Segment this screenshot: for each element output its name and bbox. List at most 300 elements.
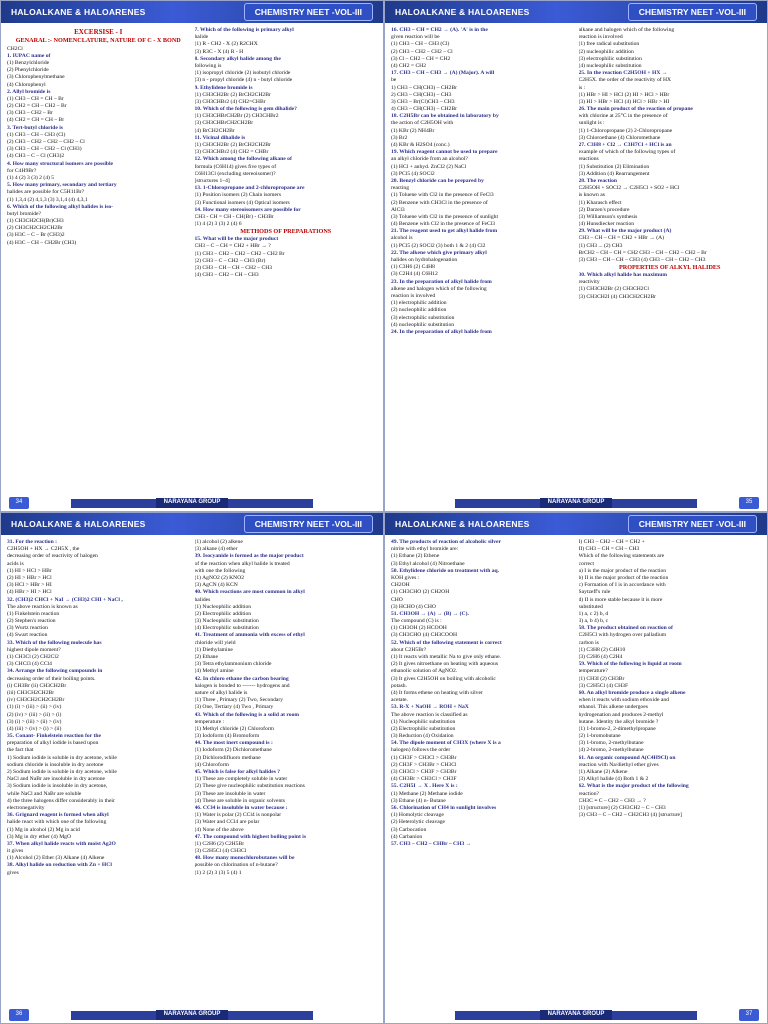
option-text: (1) free radical substitution xyxy=(578,41,640,48)
page-header xyxy=(385,513,767,535)
option-text: (3) Toluene with Cl2 in the presence of sunlight xyxy=(391,213,499,220)
text-column xyxy=(7,27,190,491)
option-text: (4) 2-bromo, 2-methylbutane xyxy=(578,747,644,754)
option-text: halide xyxy=(194,34,209,41)
option-text: (4) BrCH2CH2Br xyxy=(194,127,235,134)
option-text: be xyxy=(391,77,397,84)
option-text: [structures 1–4] xyxy=(194,177,230,184)
option-text: example of which of the following types of xyxy=(578,149,676,156)
option-text: (3) CH3 – CH – CH – CH3 (4) CH3 – CH – CH2 – CH3 xyxy=(578,257,706,263)
option-text: (4) CH3 – CH2 – CH – CH3 xyxy=(194,272,259,279)
option-text: (4) Chloroform xyxy=(194,761,229,768)
option-text: d) II is more stable because it is more xyxy=(578,596,663,603)
option-text: ethanolic solution of AgNO2. xyxy=(391,668,458,675)
option-text: (3) Alkyl halide (4) Both 1 & 2 xyxy=(578,776,649,783)
option-text: (1) CH3 – CH – CH3 (Cl) xyxy=(7,131,66,138)
option-text: (iv) CH3CH2CH2CH2Br xyxy=(7,697,65,704)
question-text: 7. Which of the following is primary alkyl xyxy=(194,27,294,33)
option-text: ethanol. This alkene undergoes xyxy=(578,704,648,711)
option-text: (3) C2H5Cl (4) CH3F xyxy=(578,682,629,689)
option-text: reaction is involved xyxy=(578,34,623,41)
option-text: (1) CH3 ... (2) CH3 xyxy=(578,242,623,249)
question-text: 48. How many monochlorobutanes will be xyxy=(194,855,295,862)
option-text: (3) CH3Cl > CH3F > CH3Br xyxy=(391,769,457,775)
section-heading: PROPERTIES OF ALKYL HALIDES xyxy=(619,264,721,272)
option-text: (2) Electrophilic substitution xyxy=(391,725,456,732)
option-text: (1) It reacts with metallic Na to give only ethane. xyxy=(391,654,501,660)
option-text: (2) It gives nitroethane on heating with aqueous xyxy=(391,661,499,668)
option-text: decreasing order of their boiling points. xyxy=(7,675,96,682)
option-text: (1) 4 (2) 3 (3) 2 (4) 5 xyxy=(7,174,55,181)
option-text: (1) Methane (2) Methane iodide xyxy=(391,790,463,797)
option-text: (1) alcohol (2) alkene xyxy=(194,539,243,545)
question-text: 14. How many stereoisomers are possible for xyxy=(194,206,301,213)
option-text: halides on hydrohalogenation xyxy=(391,257,458,263)
option-text: (4) It forms ethene on heating with silver xyxy=(391,689,483,696)
option-text: (1) HI > HCl > HBr xyxy=(7,567,52,574)
option-text: temperature? xyxy=(578,668,608,675)
option-text: 3) a, b 4) b, c xyxy=(578,618,609,625)
question-text: 33. Which of the following molecule has xyxy=(7,639,102,646)
option-text: nitrite with ethyl bromide are: xyxy=(391,546,459,553)
header-right-title: CHEMISTRY NEET -VOL-III xyxy=(628,515,757,533)
option-text: (3) PCl5 (4) SOCl2 xyxy=(391,170,435,177)
option-text: (3) (i) > (iii) > (ii) > (iv) xyxy=(7,718,62,725)
page-body xyxy=(391,27,761,491)
option-text: (3) electrophilic substitution xyxy=(578,55,642,62)
option-text: (2) (iv) > (iii) > (ii) > (i) xyxy=(7,711,62,718)
option-text: halogen is bonded to ------- hydrogens and xyxy=(194,682,290,689)
question-text: 12. Which among the following alkane of xyxy=(194,156,292,163)
question-text: 60. An alkyl bromide produce a single alkene xyxy=(578,689,686,696)
header-left-title: HALOALKANE & HALOARENES xyxy=(395,518,530,529)
page-footer xyxy=(385,1007,767,1023)
option-text: c) Formation of I is in accordance with xyxy=(578,582,666,589)
option-text: (2) These give nucleophilic substitution reactions xyxy=(194,783,305,790)
option-text: CH3C ≡ C – CH2 – CH3 → ? xyxy=(578,797,646,804)
option-text: (1) CH3CHO (2) CH2OH xyxy=(391,589,450,596)
option-text: (1) CH3OH (2) HCOOH xyxy=(391,625,447,632)
option-text: CH2OH xyxy=(391,582,410,589)
option-text: (4) Benzene with Cl2 in the presence of FeCl3 xyxy=(391,221,496,228)
option-text: halogen) follows the order xyxy=(391,747,451,754)
question-text: 37. When alkyl halide reacts with moist Ag2O xyxy=(7,840,116,847)
option-text: (4) CH3 – C – Cl (CH3)2 xyxy=(7,153,65,160)
option-text: BrCH2 – CH – CH = CH2 CH3 – CH – CH2 – CH2 – Br xyxy=(578,249,707,256)
option-text: (1) Kharasch effect xyxy=(578,199,622,206)
option-text: (2) Ethane xyxy=(194,654,218,660)
option-text: (1) CH3CH2CH(Br)CH3 xyxy=(7,218,64,225)
option-text: (3) Chlorophenylmethane xyxy=(7,74,65,81)
option-text: (3) It gives C2H5OH on boiling with alcoholic xyxy=(391,675,496,682)
page-36 xyxy=(0,512,384,1024)
option-text: (4) KBr & H2SO4 (conc.) xyxy=(391,142,450,148)
option-text: (4) (iii) > (iv) > (i) > (ii) xyxy=(7,725,62,732)
option-text: (3) Cl – CH2 – CH = CH2 xyxy=(391,55,451,62)
footer-label: NARAYANA GROUP xyxy=(540,1010,613,1019)
question-text: 16. CH3 – CH = CH2 → (A). 'A' is in the xyxy=(391,27,488,33)
option-text: nature of alkyl halide is xyxy=(194,689,248,696)
question-text: 49. The products of reaction of alcoholic silver xyxy=(391,539,502,545)
option-text: (1) Substitution (2) Elimination xyxy=(578,163,650,170)
option-text: (4) Hunsdiecker reaction xyxy=(578,221,635,228)
text-column xyxy=(7,539,190,1003)
option-text: (1) CH3Cl (2) CH2Cl2 xyxy=(7,654,59,660)
question-text: 35. Conant- Finkelstein reaction for the xyxy=(7,733,101,740)
question-text: 62. What is the major product of the following xyxy=(578,783,689,790)
footer-label: NARAYANA GROUP xyxy=(156,1010,229,1019)
option-text: (4) nucleophilic substitution xyxy=(578,62,642,69)
option-text: (4) CH2 = CH = CH – Br xyxy=(7,117,65,124)
option-text: (2) CH2 = CH – CH2 – Br xyxy=(7,103,67,110)
question-text: 40. Which reactions are most common in alkyl xyxy=(194,589,305,596)
option-text: (1) Iodoform (2) Dichloromethane xyxy=(194,747,272,754)
question-text: 46. CCl4 is insoluble in water because : xyxy=(194,804,288,811)
question-text: 38. Alkyl halide on reduction with Zn + HCl xyxy=(7,862,112,869)
option-text: (1) R - CH2 - X (2) R2CHX xyxy=(194,41,258,48)
option-text: 3) Sodium iodide is insoluble in dry acetone, xyxy=(7,783,108,790)
option-text: an alkyl chloride from an alcohol? xyxy=(391,156,468,163)
option-text: (3) One, Tertiary (4) Two , Primary xyxy=(194,704,274,711)
option-text: (3) Br2 xyxy=(391,134,408,141)
option-text: CH3 – CH – CH = CH2 + HBr → (A) xyxy=(578,235,665,242)
option-text: (2) CH3CH2CH2CH2Br xyxy=(7,225,63,232)
option-text: (2) Stephen's reaction xyxy=(7,618,56,625)
question-text: 45. Which is false for alkyl halides ? xyxy=(194,769,281,775)
option-text: for C4H9Br? xyxy=(7,167,37,174)
option-text: (3) Mg in dry ether (4) MgO xyxy=(7,833,72,840)
question-text: 61. An organic compound A(C4H9Cl) on xyxy=(578,754,676,761)
option-text: chloride will yield xyxy=(194,639,236,646)
option-text: (3) Wurtz reaction xyxy=(7,625,48,632)
option-text: (1) 4 (2) 3 (3) 2 (4) 6 xyxy=(194,221,242,228)
option-text: (2) CH3 – CH2 – CH2 – CH2 – Cl xyxy=(7,139,85,145)
question-text: 30. Which alkyl halide has maximum xyxy=(578,272,667,279)
option-text: (1) KBr (2) NH4Br xyxy=(391,127,435,134)
option-text: (3) CH3CHBr2 (4) CH2 = CHBr xyxy=(194,149,269,156)
question-text: 2. Allyl bromide is xyxy=(7,88,51,95)
question-text: 6. Which of the following alkyl halides is iso- xyxy=(7,203,114,210)
question-text: 28. The reaction xyxy=(578,177,617,184)
option-text: (3) Reduction (4) Oxidation xyxy=(391,733,454,740)
option-text: while NaCl and NaBr are soluble xyxy=(7,790,82,797)
option-text: formula (C6H14) gives five types of xyxy=(194,163,277,170)
option-text: 1) Sodium iodide is soluble in dry acetone, while xyxy=(7,754,117,761)
option-text: (1) Alcohol (2) Ether (3) Alkane (4) Alkene xyxy=(7,855,105,862)
option-text: AlCl3 xyxy=(391,206,405,213)
option-text: 2) CH3 – CH(CH3) – CH3 xyxy=(391,91,452,98)
option-text: (4) None of the above xyxy=(194,826,244,833)
question-text: 23. In the preparation of alkyl halide from xyxy=(391,278,492,285)
option-text: (1) PCl5 (2) SOCl2 (3) both 1 & 2 (4) Cl2 xyxy=(391,242,486,249)
option-text: reactions xyxy=(578,156,599,163)
section-subtitle: GENARAL :- NOMENCLATURE, NATURE OF C - X BOND xyxy=(15,37,181,45)
option-text: potash. xyxy=(391,682,408,689)
option-text: (1) Three , Primary (2) Two, Secondary xyxy=(194,697,284,704)
option-text: C2H5X. the order of the reactivity of HX xyxy=(578,77,672,84)
question-text: 36. Grignard reagent is formed when alkyl xyxy=(7,812,109,819)
option-text: The compound (C) is : xyxy=(391,618,442,625)
header-left-title: HALOALKANE & HALOARENES xyxy=(395,6,530,17)
option-text: (3) Ethyl alcohol (4) Nitroethane xyxy=(391,560,465,567)
option-text: (1) 1,3,4 (2) 4,1,3 (3) 3,1,4 (4) 4,3,1 xyxy=(7,196,88,203)
option-text: (1) 1-Chloropropane (2) 2-Chloropropane xyxy=(578,127,673,134)
option-text: (2) CH3 – C – CH2 – CH3 (Br) xyxy=(194,257,266,264)
option-text: alkane and halogen which of the following xyxy=(578,27,675,33)
option-text: C6H13Cl (excluding stereoisomer)? xyxy=(194,170,276,177)
option-text: temperature : xyxy=(194,718,225,725)
option-text: (3) Functional isomers (4) Optical isomers xyxy=(194,199,290,206)
option-text: (4) nucleophilic substitution xyxy=(391,321,455,328)
option-text: 4) the three halogens differ considerably in their xyxy=(7,797,115,804)
option-text: (3) electrophilic substitution xyxy=(391,314,455,321)
option-text: halide react with which one of the following xyxy=(7,819,107,826)
question-text: 55. C2H5I → X . Here X is : xyxy=(391,783,458,790)
option-text: (4) H3C – CH – CH2Br (CH3) xyxy=(7,239,77,246)
option-text: (3) AgCN (4) KCN xyxy=(194,582,238,589)
question-text: 18. C2H5Br can be obtained in laboratory by xyxy=(391,113,499,120)
option-text: (1) Finkelstein reaction xyxy=(7,610,60,617)
option-text: is : xyxy=(578,84,586,91)
page-number: 36 xyxy=(9,1009,29,1021)
option-text: (3) HI > HBr > HCl (4) HCl > HBr > HI xyxy=(578,98,670,105)
option-text: (2) Electrophilic addition xyxy=(194,610,252,617)
option-text: halides xyxy=(194,596,211,603)
option-text: (2) Heterolytic cleavage xyxy=(391,819,446,826)
option-text: (3) C2H6 (4) C2H4 xyxy=(578,654,623,660)
question-text: 50. Ethylidene chloride on treatment with aq. xyxy=(391,567,500,574)
option-text: gives xyxy=(7,869,19,876)
option-text: (1) HCl + anhyd. ZnCl2 (2) NaCl xyxy=(391,163,467,170)
option-text: reaction is involved xyxy=(391,292,436,299)
page-number: 34 xyxy=(9,497,29,509)
option-text: (3) 1-bromo, 2-methylbutane xyxy=(578,740,644,747)
option-text: possible on chlorination of n-butane? xyxy=(194,862,278,869)
option-text: C2H5OH + SOCl2 → C2H5Cl + SO2 + HCl xyxy=(578,185,680,192)
question-text: 53. R-X + NaOH → ROH + NaX xyxy=(391,704,469,711)
option-text: (2) Phenylchloride xyxy=(7,67,49,74)
question-text: 21. The reagent used to get alkyl halide from xyxy=(391,228,498,235)
option-text: correct xyxy=(578,560,595,567)
option-text: (1) 2 (2) 3 (3) 5 (4) 1 xyxy=(194,869,242,876)
option-text: the action of C2H5OH with xyxy=(391,120,454,127)
question-text: 25. In the reaction C2H5OH + HX → xyxy=(578,70,668,77)
question-text: 17. CH3 – CH – CH3 → (A) (Major). A will xyxy=(391,70,495,77)
option-text: reacting xyxy=(391,185,410,192)
option-text: (3) Water and CCl4 are polar xyxy=(194,819,260,826)
text-column xyxy=(195,539,378,1003)
text-column xyxy=(391,27,574,491)
option-text: (2) CH3 – CH2 – CH2 – Cl xyxy=(391,48,453,55)
header-right-title: CHEMISTRY NEET -VOL-III xyxy=(628,3,757,21)
option-text: (4) CH3Br > CH3Cl > CH3F xyxy=(391,776,457,783)
option-text: electronegativity xyxy=(7,804,45,811)
option-text: alcohol is xyxy=(391,235,413,242)
option-text: (1) C3H6 (2) C4H8 xyxy=(391,264,435,271)
option-text: (3) HCHO (4) CHO xyxy=(391,603,436,610)
option-text: hydrogenation and produces 2-methyl xyxy=(578,711,664,718)
question-text: 24. In the preparation of alkyl halide from xyxy=(391,328,492,335)
question-text: 51. CH3OH → (A) → (B) → (C). xyxy=(391,610,469,617)
question-text: 42. In chloro ethane the carbon bearing xyxy=(194,675,289,682)
header-right-title: CHEMISTRY NEET -VOL-III xyxy=(244,515,373,533)
option-text: (1) CH3CH2Br (2) BrCH2CH2Br xyxy=(194,91,271,98)
option-text: (1) (i) > (iii) > (ii) > (iv) xyxy=(7,704,62,711)
option-text: (1) Diethylamine xyxy=(194,646,233,653)
section-title: EXCERSISE - I xyxy=(74,28,123,36)
option-text: (i) CH3Br (ii) CH3CH2Br xyxy=(7,682,67,689)
option-text: 1) a, c 2) b, d xyxy=(578,610,609,617)
option-text: (2) 1-bromobutane xyxy=(578,733,621,740)
page-body xyxy=(7,539,377,1003)
option-text: (1) CH3 – CH = CH – Br xyxy=(7,95,64,102)
option-text: alkene and halogen which of the following xyxy=(391,285,487,292)
option-text: (2) HI > HBr > HCl xyxy=(7,574,52,581)
option-text: sunlight is : xyxy=(578,120,605,127)
option-text: (1) 1-bromo-2, 2-dimethylpropane xyxy=(578,725,656,732)
option-text: (3) CH3 – C – CH2 – CH2CH3 (4) [structure] xyxy=(578,812,682,819)
header-left-title: HALOALKANE & HALOARENES xyxy=(11,6,146,17)
option-text: substituted xyxy=(578,603,603,610)
option-text: when it reacts with sodium ethoxide and xyxy=(578,697,669,704)
option-text: (1) Mg in alcohol (2) Mg in acid xyxy=(7,826,80,833)
question-text: 15. What will be the major product xyxy=(194,236,279,243)
option-text: (3) n - propyl chloride (4) n - butyl chloride xyxy=(194,77,293,84)
option-text: (1) C3H8 (2) C4H10 xyxy=(578,646,626,653)
option-text: (1) C2H6 (2) C2H5Br xyxy=(194,840,245,847)
question-text: 9. Ethylidene bromide is xyxy=(194,84,253,91)
option-text: (1) CH3 – CH – CH3 (Cl) xyxy=(391,41,450,48)
option-text: is known as xyxy=(578,192,605,199)
option-text: (3) Addition (4) Rearrangement xyxy=(578,170,650,177)
option-text: the fact that xyxy=(7,747,34,754)
option-text: (2) nucleophilic addition xyxy=(391,307,447,314)
question-text: 54. The dipole moment of CH3X (where X is a xyxy=(391,740,501,747)
option-text: (1) Methyl chloride (2) Chloroform xyxy=(194,725,275,732)
page-header xyxy=(385,1,767,23)
option-text: (1) electrophilic addition xyxy=(391,300,447,307)
page-header xyxy=(1,1,383,23)
question-text: 4. How many structural isomers are possible xyxy=(7,160,114,167)
option-text: (3) H3C – C – Br (CH3)2 xyxy=(7,232,65,239)
option-text: CH3 – C – CH = CH2 + HBr → ? xyxy=(194,243,271,250)
option-text: (4) Electrophilic substitution xyxy=(194,625,259,632)
question-text: 10. Which of the following is gem dihalide? xyxy=(194,106,297,113)
option-text: b) II is the major product of the reaction xyxy=(578,574,669,581)
page-37 xyxy=(384,512,768,1024)
option-text: (1) CH3I (2) CH3Br xyxy=(578,675,625,682)
option-text: 1) CH3 – CH(CH3) – CH2Br xyxy=(391,84,458,91)
question-text: 11. Vicinal dihalide is xyxy=(194,134,246,141)
option-text: NaCl and NaBr are insoluble in dry acetone xyxy=(7,776,106,783)
option-text: (1) Toluene with Cl2 in the presence of FeCl3 xyxy=(391,192,494,199)
option-text: (3) Williamson's synthesis xyxy=(578,213,638,220)
option-text: (1) CH3CH2Br (2) BrCH2CH2Br xyxy=(194,142,271,148)
option-text: it gives xyxy=(7,848,24,855)
question-text: 27. C3H8 + Cl2 → C3H7Cl + HCl is an xyxy=(578,142,672,148)
option-text: (4) Methyl amine xyxy=(194,668,234,675)
option-text: (1) CH3F > CH3Cl > CH3Br xyxy=(391,754,457,761)
option-text: decreasing order of reactivity of halogen xyxy=(7,553,98,560)
option-text: The above reaction is known as xyxy=(7,603,78,610)
question-text: 43. Which of the following is a solid at room xyxy=(194,711,300,718)
option-text: (3) Iodoform (4) Bromoform xyxy=(194,733,260,740)
option-text: following is xyxy=(194,62,222,69)
option-text: (3) CH3 – CH – CH2 – Cl (CH3) xyxy=(7,146,82,153)
option-text: (3) C2H4 (4) C6H12 xyxy=(391,271,438,278)
question-text: 44. The most inert compound is : xyxy=(194,740,273,747)
question-text: 52. Which of the following statement is correct xyxy=(391,639,502,646)
option-text: with chlorine at 25°C in the presence of xyxy=(578,113,668,120)
option-text: (3) CH3CH2I (4) CH3CH2CH2Br xyxy=(578,293,657,300)
question-text: 34. Arrange the following compounds in xyxy=(7,668,103,675)
question-text: 8. Secondary alkyl halide among the xyxy=(194,55,281,62)
option-text: I) CH3 – CH2 – CH = CH2 + xyxy=(578,539,645,545)
option-text: 3) CH3 – Br(Cl)CH3 – CH3 xyxy=(391,98,455,105)
question-text: 57. CH3 – CH2 – CHBr – CH3 → xyxy=(391,840,472,847)
question-text: 26. The main product of the reaction of propane xyxy=(578,106,693,113)
option-text: with one the following xyxy=(194,567,246,574)
option-text: 2) Sodium iodide is soluble in dry acetone, while xyxy=(7,769,117,775)
option-text: (3) CH3 – CH2 – Br xyxy=(7,110,53,117)
option-text: (1) Ethane (2) Ethene xyxy=(391,553,440,560)
option-text: (4) Swart reaction xyxy=(7,632,48,639)
option-text: (3) CH3CHO (4) CH3COOH xyxy=(391,632,458,639)
option-text: (4) These are soluble in organic solvents xyxy=(194,797,286,804)
question-text: 58. The product obtained on reaction of xyxy=(578,625,673,632)
option-text: (1) Benzylchloride xyxy=(7,59,50,66)
option-text: (2) nucleophilic addition xyxy=(578,48,634,55)
option-text: reactivity xyxy=(578,279,600,286)
page-35 xyxy=(384,0,768,512)
option-text: (3) R3C - X (4) R - H xyxy=(194,48,244,55)
option-text: (3) Carbocation xyxy=(391,826,427,833)
option-text: acetate. xyxy=(391,697,408,704)
question-text: 22. The alkene which give primary alkyl xyxy=(391,249,487,256)
option-text: C2H5Cl with hydrogen over palladium xyxy=(578,632,667,639)
question-text: 19. Which reagent cannot be used to prepare xyxy=(391,149,498,156)
question-text: 31. For the reaction : xyxy=(7,539,57,545)
option-text: (1) Water is polar (2) CCl4 is nonpolar xyxy=(194,812,282,819)
option-text: preparation of alkyl iodide is based upon xyxy=(7,740,99,747)
option-text: (1) CH3CHBrCH2Br (2) CH3CHBr2 xyxy=(194,113,279,120)
option-text: (3) CH3CHBrCH2CH2Br xyxy=(194,120,254,127)
option-text: (3) alkane (4) ether xyxy=(194,546,238,553)
option-text: CHO xyxy=(391,596,403,603)
option-text: Which of the following statements are xyxy=(578,553,665,560)
question-text: 3. Tert-butyl chloride is xyxy=(7,124,63,131)
option-text: C2H5OH + HX → C2H5X , the xyxy=(7,546,80,553)
option-text: carbon is xyxy=(578,639,599,646)
option-text: (3) Chloroethane (4) Chloromethane xyxy=(578,134,661,141)
option-text: CH3 - CH = CH - CH(Br) - CH3Br xyxy=(194,213,274,220)
page-footer xyxy=(385,495,767,511)
option-text: (iii) CH3CH2CH2Br xyxy=(7,689,55,696)
option-text: (1) CH3CH2Br (2) CH3CH2Cl xyxy=(578,286,649,293)
section-heading: METHODS OF PREPARATIONS xyxy=(240,228,332,236)
option-text: (4) CH2 = CH2 xyxy=(391,62,427,69)
question-text: 59. Which of the following is liquid at room xyxy=(578,661,682,668)
option-text: The above reaction is classified as xyxy=(391,711,468,718)
option-text: (1) CH3 – CH2 – CH2 – CH2 – CH2 Br xyxy=(194,250,285,257)
option-text: of the reaction when alkyl halide is treated xyxy=(194,560,290,567)
option-text: (3) Nucleophilic substitution xyxy=(194,618,259,625)
text-column xyxy=(579,539,762,1003)
question-text: 47. The compound with highest boiling point is xyxy=(194,833,306,840)
text-column xyxy=(391,539,574,1003)
option-text: (2) CH3F > CH3Br > CH3Cl xyxy=(391,761,457,768)
option-text: (3) CHCl3 (4) CCl4 xyxy=(7,661,52,668)
